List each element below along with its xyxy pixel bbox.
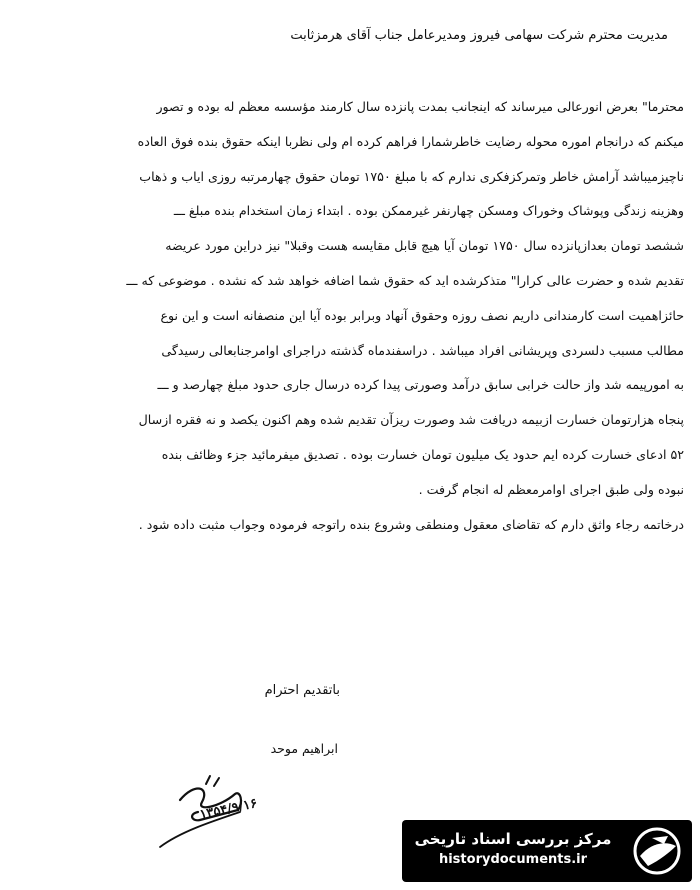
watermark-text: [408, 828, 618, 870]
body-line: نبوده ولی طبق اجرای اوامرمعظم له انجام گرفت .: [418, 481, 684, 497]
body-line: ناچیزمیباشد آرامش خاطر وتمرکزفکری ندارم که با مبلغ ۱۷۵۰ تومان حقوق چهارمرتبه روزی ایاب و ذهاب: [139, 168, 684, 184]
body-line: وهزینه زندگی وپوشاک وخوراک ومسکن چهارنفر غیرممکن بوده . ابتداء زمان استخدام بنده مبلغ ـــ: [173, 203, 684, 219]
body-line: ۵۲ ادعای خسارت کرده ایم حدود یک میلیون تومان خسارت بوده . تصدیق میفرمائید جزء وظائف بنده: [161, 446, 684, 462]
archive-logo-icon: [630, 826, 684, 876]
body-line: پنجاه هزارتومان خسارت ازبیمه دریافت شد وصورت ریزآن تقدیم شده وهم اکنون یکصد و نه فقره ازسال: [138, 412, 684, 428]
watermark-url: historydocuments.ir: [438, 852, 588, 867]
watermark-banner: [402, 820, 692, 882]
body-line: تقدیم شده و حضرت عالی کرارا" متذکرشده اید که حقوق شما اضافه خواهد شد که نشده . موضوعی که ـــ: [126, 272, 684, 288]
letter-addressee: مدیریت محترم شرکت سهامی فیروز ومدیرعامل جناب آقای هرمزثابت: [290, 28, 668, 43]
body-line: میکنم که درانجام اموره محوله رضایت خاطرشمارا فراهم کرده ام ولی نظربا اینکه حقوق بنده فوق العاده: [137, 133, 684, 149]
body-line: ششصد تومان بعدازپانزده سال ۱۷۵۰ تومان آیا هیچ قابل مقایسه هست وقبلا" نیز دراین مورد عریضه: [165, 238, 684, 254]
letter-body: [12, 90, 684, 542]
watermark-org: مرکز بررسی اسناد تاریخی: [414, 830, 612, 848]
body-line: درخاتمه رجاء واثق دارم که تقاضای معقول ومنطقی وشروع بنده راتوجه فرموده وجواب مثبت داده شود .: [138, 516, 684, 532]
body-line: مطالب مسبب دلسردی وپریشانی افراد میباشد . دراسفندماه گذشته دراجرای اوامرجنابعالی رسیدگی: [161, 342, 684, 358]
closing-salutation: باتقدیم احترام: [264, 683, 340, 698]
body-line: محترما" بعرض انورعالی میرساند که اینجانب بمدت پانزده سال کارمند مؤسسه معظم له بوده و تصور: [156, 99, 684, 114]
body-line: حائزاهمیت است کارمندانی داریم نصف روزه وحقوق آنهاد وبرابر بوده آیا این منصفانه است و این نوع: [160, 307, 684, 323]
signer-name: ابراهیم موحد: [270, 741, 338, 756]
body-line: به امورپیمه شد واز حالت خرابی سابق درآمد وصورتی پیدا کرده درسال جاری حدود مبلغ چهارصد و ـــ: [157, 377, 684, 393]
signature-date: ۱۳۵۴/۹/۱۶: [198, 796, 259, 823]
